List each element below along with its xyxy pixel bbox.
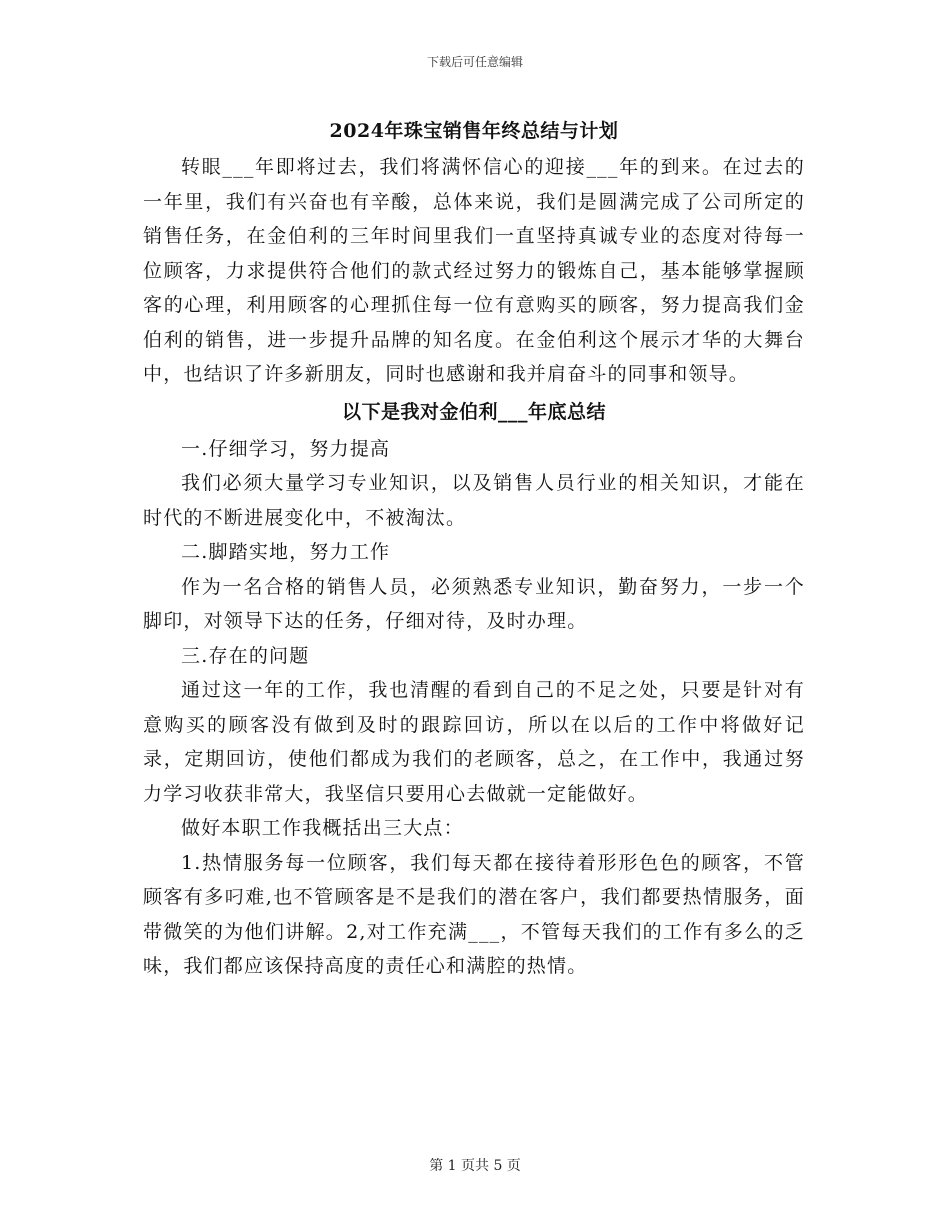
summary-lead: 做好本职工作我概括出三大点： [181, 817, 464, 839]
intro-paragraph: 转眼___年即将过去，我们将满怀信心的迎接___年的到来。在过去的一年里，我们有兴奋也有辛酸，总体来说，我们是圆满完成了公司所定的销售任务，在金伯利的三年时间里我们一直坚持真诚专业的态度对待每一位顾客，力求提供符合他们的款式经过努力的锻炼自己，基本能够掌握顾客的心理，利用顾客的心理抓住每一位有意购买的顾客，努力提高我们金伯利的销售，进一步提升品牌的知名度。在金伯利这个展示才华的大舞台中，也结识了许多新朋友，同时也感谢和我并肩奋斗的同事和领导。 [143, 156, 805, 385]
section-heading-problems: 三.存在的问题 [181, 644, 310, 667]
document-title: 2024年珠宝销售年终总结与计划 [329, 120, 619, 142]
section-body-problems: 通过这一年的工作，我也清醒的看到自己的不足之处，只要是针对有意购买的顾客没有做到及时的跟踪回访，所以在以后的工作中将做好记录，定期回访，使他们都成为我们的老顾客，总之，在工作中，我通过努力学习收获非常大，我坚信只要用心去做就一定能做好。 [143, 679, 805, 805]
section-body-work: 作为一名合格的销售人员，必须熟悉专业知识，勤奋努力，一步一个脚印，对领导下达的任务，仔细对待，及时办理。 [143, 575, 805, 632]
point-paragraph: 1.热情服务每一位顾客，我们每天都在接待着形形色色的顾客，不管顾客有多叼难,也不管顾客是不是我们的潜在客户，我们都要热情服务，面带微笑的为他们讲解。2,对工作充满___，不管每天我们的工作有多么的乏味，我们都应该保持高度的责任心和满腔的热情。 [143, 851, 805, 977]
section-heading-study: 一.仔细学习，努力提高 [181, 437, 391, 460]
page-number: 第 1 页共 5 页 [429, 1158, 521, 1174]
section-body-study: 我们必须大量学习专业知识，以及销售人员行业的相关知识，才能在时代的不断进展变化中，不被淘汰。 [143, 472, 805, 529]
summary-subtitle: 以下是我对金伯利___年底总结 [341, 400, 606, 423]
section-heading-work: 二.脚踏实地，努力工作 [181, 541, 391, 563]
document-body [143, 112, 805, 984]
header-note: 下载后可任意编辑 [426, 55, 523, 69]
